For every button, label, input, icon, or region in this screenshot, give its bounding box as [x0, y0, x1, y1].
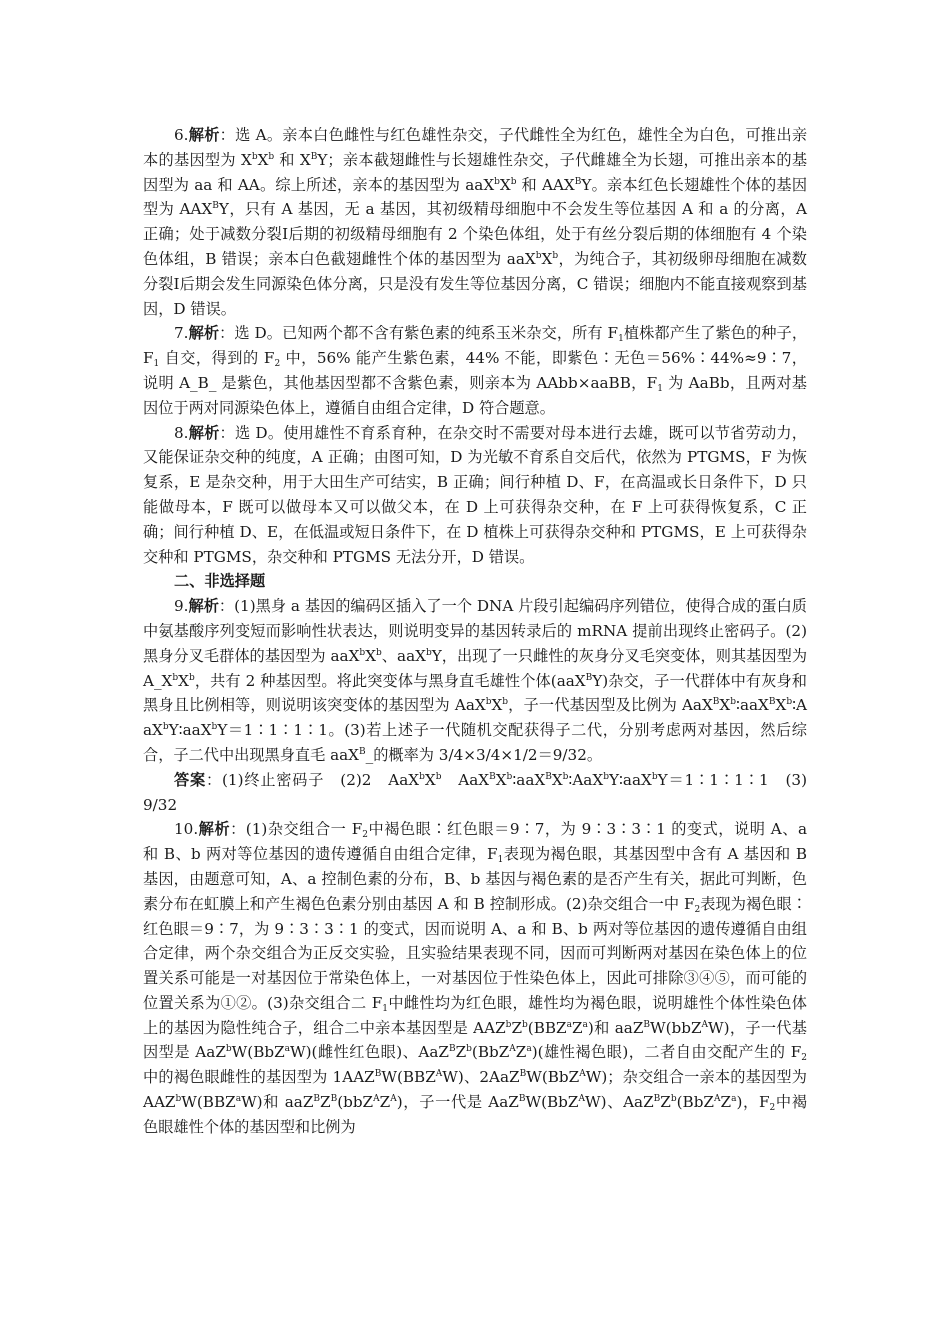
answer-9: 9.解析：(1)黑身 a 基因的编码区插入了一个 DNA 片段引起编码序列错位，使得合成的蛋白质中氨基酸序列变短而影响性状表达，则说明变异的基因转录后的 mRNA 提前出现终止密码子。(2)黑身分叉毛群体的基因型为 $aaX^bX^b$、aaX$^b$Y，出现了一只雌性的灰身分叉毛突变体，则其基因型为 $A\_X^bX^b$，共有 2 种基因型。将此突变体与黑身直毛雄性个体(aaX$^B$Y)杂交，子一代群体中有灰身和黑身且比例相等，则说明该突变体的基因型为 $AaX^bX^b$，子一代基因型及比例为 $AaX^BX^b∶aaX^BX^b∶AaX^bY∶aaX^bY=1∶1∶1∶1$。(3)若上述子一代随机交配获得子二代，分别考虑两对基因，然后综合，子二代中出现黑身直毛 aaX$^B$_的概率为 3/4×3/4×1/2＝9/32。 [143, 597, 808, 764]
analysis-label: 解析 [198, 820, 231, 839]
analysis-label: 解析 [188, 324, 220, 343]
q8-number: 8. [174, 423, 189, 442]
answer-6: 6.解析：选 A。亲本白色雌性与红色雄性杂交，子代雌性全为红色，雄性全为白色，可推出亲本的基因型为 $X^bX^b$ 和 $X^BY$；亲本截翅雌性与长翅雄性杂交，子代雌雄全为长翅，可推出亲本的基因型为 aa 和 AA。综上所述，亲本的基因型为 $aaX^bX^b$ 和 $AAX^BY$。亲本红色长翅雄性个体的基因型为 $AAX^BY$，只有 A 基因，无 a 基因，其初级精母细胞中不会发生等位基因 A 和 a 的分离，A 正确；处于减数分裂Ⅰ后期的初级精母细胞有 2 个染色体组，处于有丝分裂后期的体细胞有 4 个染色体组，B 错误；亲本白色截翅雌性个体的基因型为 $aaX^bX^b$，为纯合子，其初级卵母细胞在减数分裂Ⅰ后期会发生同源染色体分离，只是没有发生等位基因分离，C 错误；细胞内不能直接观察到基因，D 错误。 [143, 126, 808, 318]
answer-document [143, 123, 807, 1140]
answer-9-final: 答案：(1)终止密码子 (2)2 $AaX^bX^b$ $AaX^BX^b∶aaX^BX^b∶AaX^bY∶aaX^bY=1∶1∶1∶1$ (3)9/32 [143, 770, 807, 814]
q7-number: 7. [174, 324, 189, 343]
answer-8: 8.解析：选 D。使用雄性不育系育种，在杂交时不需要对母本进行去雄，既可以节省劳动力，又能保证杂交种的纯度，A 正确；由图可知，D 为光敏不育系自交后代，依然为 PTGMS，F 为恢复系，E 是杂交种，用于大田生产可结实，B 正确；间行种植 D、F，在高温或长日条件下，D 只能做母本，F 既可以做母本又可以做父本，在 D 上可获得杂交种，在 F 上可获得恢复系，C 正确；间行种植 D、E，在低温或短日条件下，在 D 植株上可获得杂交种和 PTGMS，E 上可获得杂交种和 PTGMS，杂交种和 PTGMS 无法分开，D 错误。 [143, 423, 807, 566]
answer-7: 7.解析：选 D。已知两个都不含有紫色素的纯系玉米杂交，所有 $F_1$植株都产生了紫色的种子，$F_1$ 自交，得到的 $F_2$ 中，56% 能产生紫色素，44% 不能，即紫色∶无色＝56%∶44%≈9∶7，说明 A_B_ 是紫色，其他基因型都不含紫色素，则亲本为 AAbb×aaBB，$F_1$ 为 AaBb，且两对基因位于两对同源染色体上，遵循自由组合定律，D 符合题意。 [143, 324, 808, 417]
q9-number: 9. [174, 597, 189, 616]
section-heading: 二、非选择题 [174, 572, 266, 591]
answer-label: 答案 [174, 770, 206, 789]
analysis-label: 解析 [188, 597, 219, 616]
analysis-label: 解析 [188, 126, 220, 144]
q10-number: 10. [174, 820, 199, 839]
answer-10: 10.解析：(1)杂交组合一 $F_2$中褐色眼∶红色眼＝9∶7，为 9∶3∶3∶1 的变式，说明 A、a 和 B、b 两对等位基因的遗传遵循自由组合定律，$F_1$表现为褐色眼，其基因型中含有 A 基因和 B 基因，由题意可知，A、a 控制色素的分布，B、b 基因与褐色素的是否产生有关，据此可判断，色素分布在虹膜上和产生褐色色素分别由基因 A 和 B 控制形成。(2)杂交组合一中 $F_2$表现为褐色眼∶红色眼＝9∶7，为 9∶3∶3∶1 的变式，因而说明 A、a 和 B、b 两对等位基因的遗传遵循自由组合定律，两个杂交组合为正反交实验，且实验结果表现不同，因而可判断两对基因在染色体上的位置关系可能是一对基因位于常染色体上，一对基因位于性染色体上，因此可排除③④⑤，而可能的位置关系为①②。(3)杂交组合二 $F_1$中雌性均为红色眼，雄性均为褐色眼，说明雄性个体性染色体上的基因为隐性纯合子，组合二中亲本基因型是 $AAZ^bZ^b(BBZ^aZ^a)$和 aaZ$^B$W(bbZ$^A$W)，子一代基因型是 AaZ$^b$W(BbZ$^a$W)(雌性红色眼)、$AaZ^BZ^b(BbZ^AZ^a)$(雄性褐色眼)，二者自由交配产生的 $F_2$中的褐色眼雌性的基因型为 $1AAZ^BW(BBZ^AW)$、2AaZ$^B$W(BbZ$^A$W)；杂交组合一亲本的基因型为 AAZ$^b$W(BBZ$^a$W)和 $aaZ^BZ^B(bbZ^AZ^A)$，子一代是 AaZ$^B$W(BbZ$^A$W)、$AaZ^BZ^b(BbZ^AZ^a)$，$F_2$中褐色眼雄性个体的基因型和比例为 [143, 820, 808, 1136]
q6-number: 6. [174, 126, 189, 144]
analysis-label: 解析 [188, 423, 220, 442]
